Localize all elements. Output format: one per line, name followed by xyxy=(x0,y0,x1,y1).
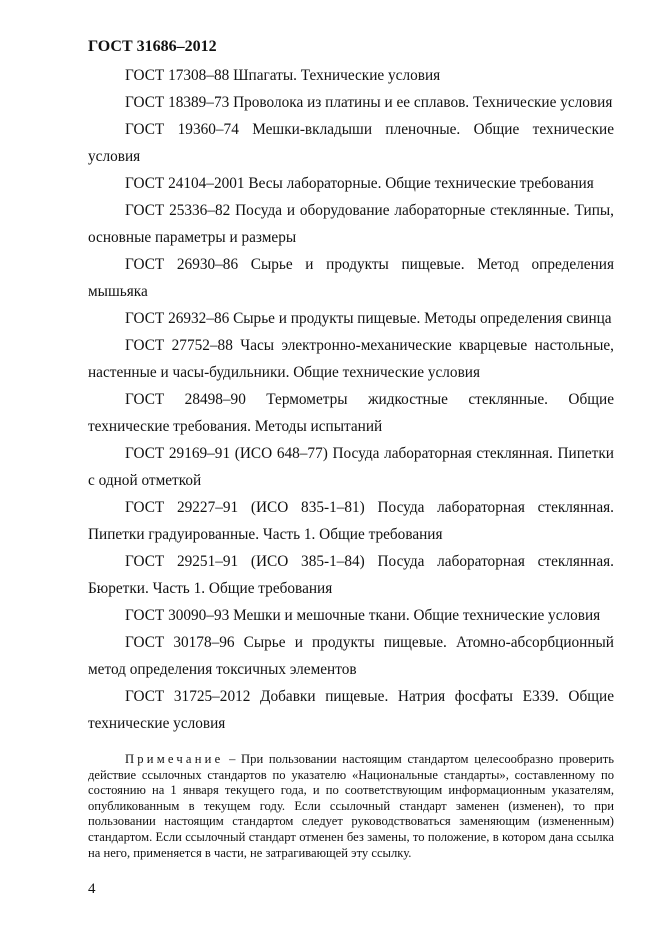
note-label: Примечание xyxy=(125,752,224,766)
standard-entry: ГОСТ 29251–91 (ИСО 385-1–84) Посуда лабораторная стеклянная. Бюретки. Часть 1. Общие требования xyxy=(88,553,614,597)
standard-entry: ГОСТ 30178–96 Сырье и продукты пищевые. Атомно-абсорбционный метод определения токсичных элементов xyxy=(88,634,614,678)
standard-entry: ГОСТ 28498–90 Термометры жидкостные стеклянные. Общие технические требования. Методы испытаний xyxy=(88,391,614,435)
note-text: – При пользовании настоящим стандартом целесообразно проверить действие ссылочных стандартов по указателю «Национальные стандарты», составленному по состоянию на 1 января текущего года, и по соответствующим информационным указателям, опубликованным в текущем году. Если ссылочный стандарт заменен (изменен), то при пользовании настоящим стандартом следует руководствоваться заменяющим (измененным) стандартом. Если ссылочный стандарт отменен без замены, то положение, в котором дана ссылка на него, применяется в части, не затрагивающей эту ссылку. xyxy=(88,752,614,860)
standard-entry: ГОСТ 26930–86 Сырье и продукты пищевые. Метод определения мышьяка xyxy=(88,256,614,300)
standard-entry: ГОСТ 18389–73 Проволока из платины и ее сплавов. Технические условия xyxy=(125,94,613,111)
standard-entry: ГОСТ 25336–82 Посуда и оборудование лабораторные стеклянные. Типы, основные параметры и размеры xyxy=(88,202,614,246)
standard-entry: ГОСТ 31725–2012 Добавки пищевые. Натрия фосфаты Е339. Общие технические условия xyxy=(88,688,614,732)
note-paragraph xyxy=(88,752,614,861)
standard-entry: ГОСТ 17308–88 Шпагаты. Технические условия xyxy=(125,67,441,84)
standard-entry: ГОСТ 26932–86 Сырье и продукты пищевые. Методы определения свинца xyxy=(125,310,612,327)
standard-entry: ГОСТ 29227–91 (ИСО 835-1–81) Посуда лабораторная стеклянная. Пипетки градуированные. Часть 1. Общие требования xyxy=(88,499,614,543)
standard-entry: ГОСТ 27752–88 Часы электронно-механические кварцевые настольные, настенные и часы-будильники. Общие технические условия xyxy=(88,337,614,381)
standard-entry: ГОСТ 29169–91 (ИСО 648–77) Посуда лабораторная стеклянная. Пипетки с одной отметкой xyxy=(88,445,614,489)
referenced-standards-list xyxy=(88,62,614,737)
standard-entry: ГОСТ 30090–93 Мешки и мешочные ткани. Общие технические условия xyxy=(125,607,601,624)
document-header: ГОСТ 31686–2012 xyxy=(88,38,217,55)
standard-entry: ГОСТ 19360–74 Мешки-вкладыши пленочные. Общие технические условия xyxy=(88,121,614,165)
page-number: 4 xyxy=(88,881,96,897)
standard-entry: ГОСТ 24104–2001 Весы лабораторные. Общие технические требования xyxy=(125,175,594,192)
